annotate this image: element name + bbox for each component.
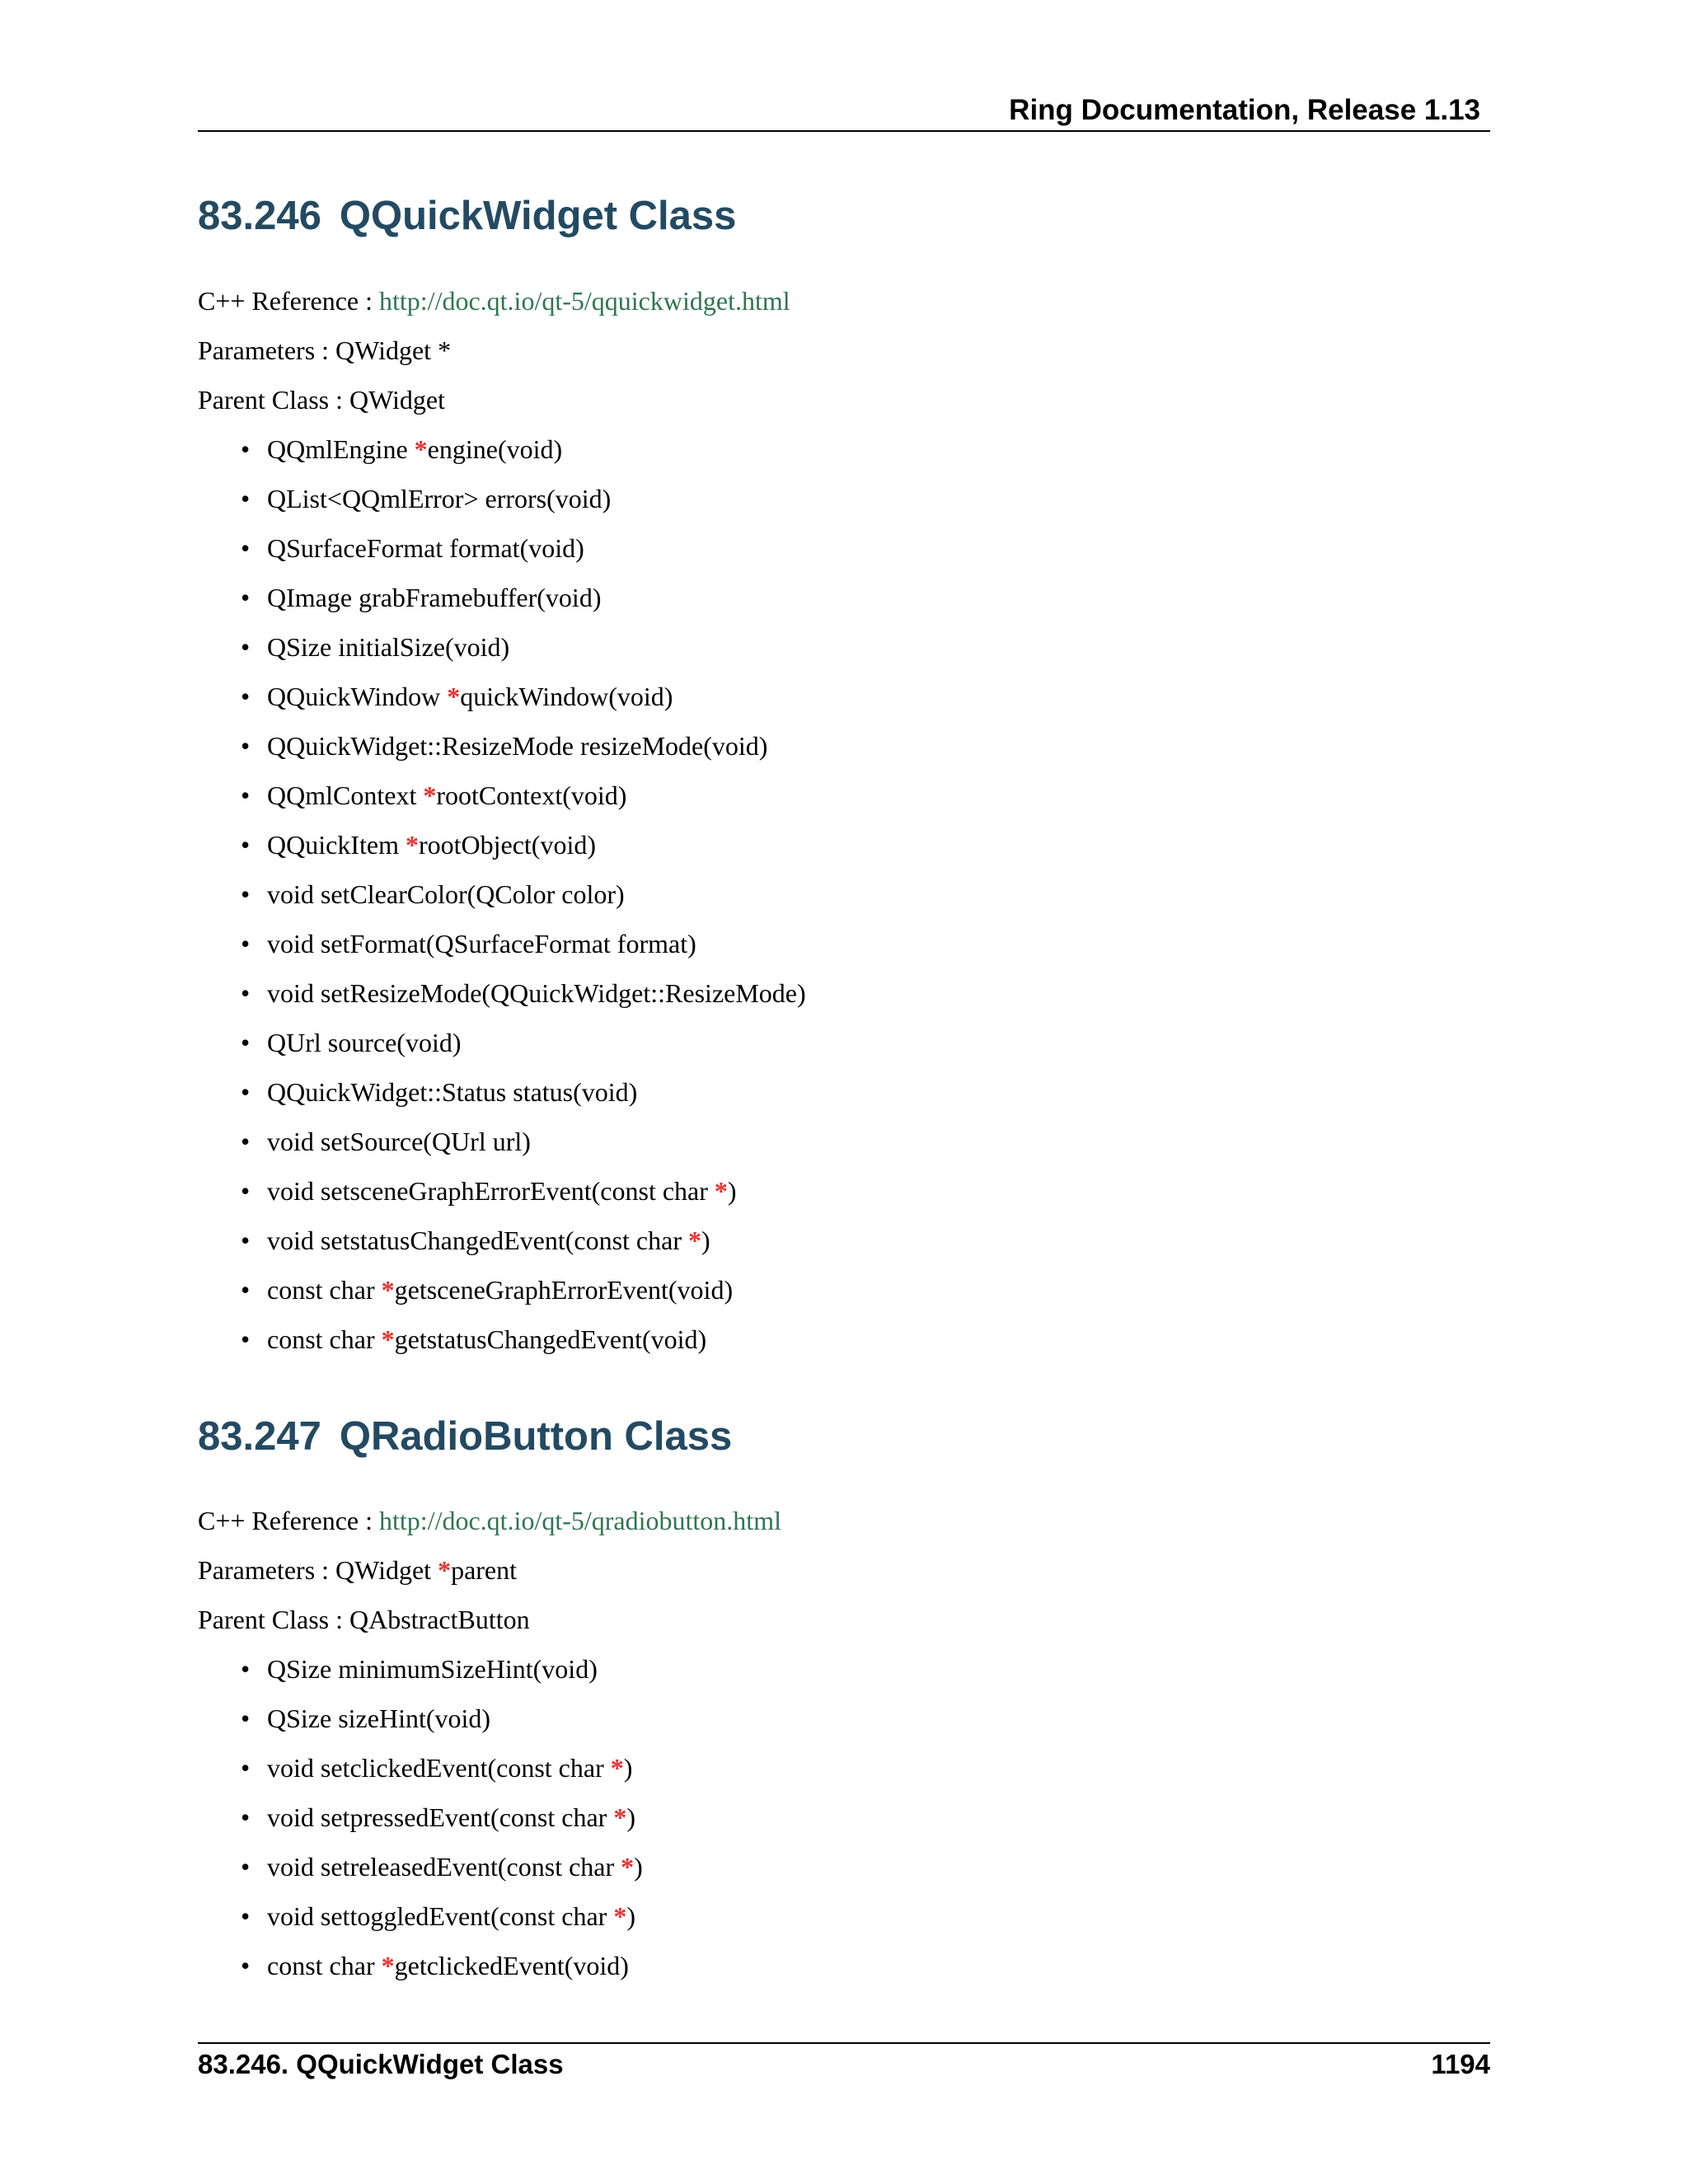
pointer-asterisk: * (613, 1802, 627, 1832)
text-fragment: void setSource(QUrl url) (267, 1127, 531, 1156)
text-fragment: void setreleasedEvent(const char (267, 1852, 621, 1882)
footer-section-title: 83.246. QQuickWidget Class (198, 2049, 564, 2079)
text-fragment: const char (267, 1275, 382, 1305)
bullet-icon: • (241, 1226, 251, 1255)
text-fragment: const char (267, 1951, 382, 1980)
cpp-reference-label: C++ Reference : (198, 1506, 379, 1535)
method-signature (267, 433, 562, 466)
section-number: 83.246 (198, 194, 321, 238)
footer-page-number: 1194 (1431, 2049, 1490, 2079)
bullet-icon: • (241, 780, 251, 810)
text-fragment: QList<QQmlError> errors(void) (267, 484, 612, 513)
cpp-reference-link[interactable]: http://doc.qt.io/qt-5/qradiobutton.html (379, 1506, 781, 1535)
bullet-icon: • (241, 583, 251, 612)
bullet-icon: • (241, 1802, 251, 1832)
method-signature (267, 927, 696, 960)
pointer-asterisk: * (438, 1555, 452, 1585)
section-title: QRadioButton Class (339, 1414, 733, 1459)
bullet-icon: • (241, 1704, 251, 1733)
header-title: Ring Documentation, Release 1.13 (1009, 94, 1480, 126)
text-fragment: QQuickWidget::Status status(void) (267, 1077, 638, 1107)
method-signature (267, 1801, 635, 1834)
bullet-icon: • (241, 1127, 251, 1156)
pointer-asterisk: * (381, 1275, 395, 1305)
cpp-reference-line (198, 284, 790, 317)
method-signature (267, 1174, 737, 1207)
method-signature (267, 1026, 461, 1059)
text-fragment: void setclickedEvent(const char (267, 1753, 611, 1783)
bullet-icon: • (241, 1753, 251, 1783)
text-fragment: void settoggledEvent(const char (267, 1901, 614, 1931)
pointer-asterisk: * (621, 1852, 635, 1882)
bullet-icon: • (241, 484, 251, 513)
section-number: 83.247 (198, 1414, 321, 1459)
parameters-line (198, 334, 451, 367)
text-fragment: void setpressedEvent(const char (267, 1802, 614, 1832)
text-fragment: QQmlContext (267, 780, 424, 810)
text-fragment: ) (626, 1802, 635, 1832)
section-heading (198, 1412, 732, 1461)
text-fragment: getclickedEvent(void) (394, 1951, 629, 1980)
text-fragment: void setFormat(QSurfaceFormat format) (267, 929, 696, 958)
pointer-asterisk: * (381, 1951, 395, 1980)
parent-class-line: Parent Class : QAbstractButton (198, 1605, 530, 1634)
bullet-icon: • (241, 1852, 251, 1882)
method-signature (267, 977, 806, 1010)
bullet-icon: • (241, 533, 251, 563)
section-heading (198, 191, 736, 241)
method-signature (267, 1323, 706, 1356)
text-fragment: const char (267, 1324, 382, 1354)
bullet-icon: • (241, 731, 251, 761)
cpp-reference-link[interactable]: http://doc.qt.io/qt-5/qquickwidget.html (379, 286, 790, 316)
pointer-asterisk: * (423, 780, 437, 810)
bullet-icon: • (241, 1275, 251, 1305)
text-fragment: QQuickWindow (267, 682, 448, 711)
bullet-icon: • (241, 978, 251, 1008)
text-fragment: rootObject(void) (418, 830, 596, 860)
text-fragment: QQmlEngine (267, 434, 415, 464)
bullet-icon: • (241, 434, 251, 464)
method-signature (267, 1273, 733, 1306)
parent-class-line: Parent Class : QWidget (198, 385, 445, 415)
text-fragment: getsceneGraphErrorEvent(void) (394, 1275, 734, 1305)
method-signature (267, 828, 596, 861)
method-signature (267, 581, 601, 614)
method-signature (267, 1125, 531, 1158)
bullet-icon: • (241, 1077, 251, 1107)
text-fragment: QImage grabFramebuffer(void) (267, 583, 602, 612)
pointer-asterisk: * (613, 1901, 627, 1931)
method-signature (267, 1224, 710, 1257)
pointer-asterisk: * (687, 1226, 701, 1255)
pointer-asterisk: * (610, 1753, 624, 1783)
method-signature (267, 729, 767, 762)
bullet-icon: • (241, 1028, 251, 1057)
text-fragment: QSize initialSize(void) (267, 632, 510, 662)
text-fragment: engine(void) (427, 434, 563, 464)
bullet-icon: • (241, 1324, 251, 1354)
method-signature (267, 1751, 632, 1784)
text-fragment: QQuickWidget::ResizeMode resizeMode(void) (267, 731, 768, 761)
pointer-asterisk: * (714, 1176, 728, 1206)
text-fragment: void setResizeMode(QQuickWidget::ResizeMode) (267, 978, 806, 1008)
text-fragment: ) (727, 1176, 737, 1206)
bullet-icon: • (241, 682, 251, 711)
text-fragment: QSize sizeHint(void) (267, 1704, 491, 1733)
text-fragment: QUrl source(void) (267, 1028, 462, 1057)
method-signature (267, 1076, 637, 1108)
bullet-icon: • (241, 1951, 251, 1980)
method-signature (267, 1702, 490, 1735)
bullet-icon: • (241, 1654, 251, 1684)
method-signature (267, 630, 509, 663)
text-fragment: void setsceneGraphErrorEvent(const char (267, 1176, 715, 1206)
method-signature (267, 878, 625, 911)
text-fragment: void setstatusChangedEvent(const char (267, 1226, 688, 1255)
pointer-asterisk: * (405, 830, 419, 860)
text-fragment: ) (626, 1901, 635, 1931)
method-signature (267, 1652, 598, 1685)
section-title: QQuickWidget Class (339, 194, 737, 238)
method-signature (267, 532, 584, 565)
bullet-icon: • (241, 1176, 251, 1206)
pointer-asterisk: * (447, 682, 461, 711)
method-signature (267, 1900, 635, 1933)
method-signature (267, 1850, 643, 1883)
text-fragment: QQuickItem (267, 830, 406, 860)
text-fragment: Parameters : QWidget (198, 1555, 438, 1585)
text-fragment: quickWindow(void) (460, 682, 673, 711)
method-signature (267, 680, 673, 713)
text-fragment: rootContext(void) (436, 780, 627, 810)
method-signature (267, 779, 626, 812)
pointer-asterisk: * (414, 434, 428, 464)
text-fragment: QSurfaceFormat format(void) (267, 533, 584, 563)
text-fragment: ) (634, 1852, 643, 1882)
pointer-asterisk: * (381, 1324, 395, 1354)
text-fragment: ) (623, 1753, 633, 1783)
parameters-line (198, 1554, 517, 1586)
cpp-reference-line (198, 1504, 781, 1537)
cpp-reference-label: C++ Reference : (198, 286, 379, 316)
bullet-icon: • (241, 929, 251, 958)
bullet-icon: • (241, 1901, 251, 1931)
bullet-icon: • (241, 632, 251, 662)
text-fragment: getstatusChangedEvent(void) (394, 1324, 707, 1354)
footer-rule (198, 2042, 1490, 2044)
text-fragment: QSize minimumSizeHint(void) (267, 1654, 598, 1684)
text-fragment: void setClearColor(QColor color) (267, 879, 625, 909)
text-fragment: Parameters : QWidget * (198, 335, 452, 365)
text-fragment: parent (451, 1555, 518, 1585)
bullet-icon: • (241, 830, 251, 860)
header-rule (198, 130, 1490, 132)
method-signature (267, 1949, 629, 1982)
text-fragment: ) (701, 1226, 710, 1255)
bullet-icon: • (241, 879, 251, 909)
method-signature (267, 482, 611, 515)
